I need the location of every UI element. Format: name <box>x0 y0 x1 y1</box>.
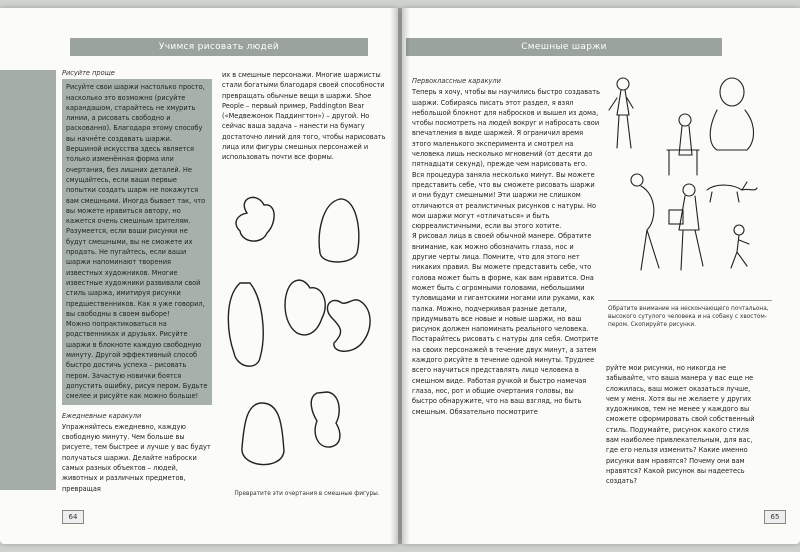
left-mid-paragraph: их в смешные персонажи. Многие шаржисты стали богатыми благодаря своей способности превращать обычные вещи в шаржи. Shoe People – первый пример, Paddington Bear («Медвежонок Паддингтон») – другой. Но сейчас ваша задача – нанести на бумагу достаточно линий для того, чтобы нарисовать лица или фигуры смешных персонажей и использовать почти все формы. <box>222 71 386 162</box>
left-paragraph-1: Рисуйте свои шаржи настолько просто, насколько это возможно (рисуйте карандашом, старайтесь не хмурить линии, а рисовать свободно и раскованно). Благодаря этому способу вы начнёте создавать шаржи. Вершиной искусства здесь является только изменённая форма или очертания, без лишних деталей. Не смущайтесь, если ваши первые попытки создать шарж не покажутся вам смешными. Иногда бывает так, что вы можете нравиться автору, но кажется очень смешным зрителям. <box>66 83 206 226</box>
left-page-header: Учимся рисовать людей <box>70 38 368 56</box>
bent-man-sketch <box>631 174 659 270</box>
bell-shape <box>242 403 284 465</box>
left-sidebar-heading: Рисуйте проще <box>62 69 115 77</box>
left-mid-column <box>222 70 390 163</box>
bean-shape <box>327 300 370 351</box>
book-spine <box>390 8 410 544</box>
postman-sketch <box>669 184 703 270</box>
right-side-column <box>606 363 756 487</box>
right-paragraph-2: Я рисовал лица в своей обычной манере. Обратите внимание, как можно обозначить глаза, нос и другие черты лица. Помните, что для этого нет никаких правил. Вы можете представить себе, что голова может быть в форме, как вам нравится. Она может быть с огромными головами, небольшими туловищами и гигантскими ногами или руками, как палка. Можно, подчеркивая разные детали, придумывать все новые и новые шаржи, но ваш рисунок должен напоминать реального человека. <box>412 232 595 334</box>
left-paragraph-2: Разумеется, если ваши рисунки не будут смешными, вы не сможете их продать. Не пугайтесь, если ваши шаржи напоминают творения известных художников. Многие известные художники развивали свой стиль шаржа, имитируя рисунки предшественников. Как я уже говорил, вы свободны в своем выборе! <box>66 227 205 318</box>
left-page-number: 64 <box>62 510 84 524</box>
right-page-header: Смешные шаржи <box>406 38 722 56</box>
outline-shapes-illustration <box>222 193 387 483</box>
right-page <box>402 8 800 544</box>
right-side-paragraph: руйте мои рисунки, но никогда не забывайте, что ваша манера у вас еще не сложилась, ваш может оказаться лучше, чем у меня. Хотя вы не желаете у других художников, тем не менее у каждого вы сможете сформировать свой собственный стиль. Подумайте, рисунок какого стиля вам наиболее привлекательным, для вас, где его нельзя изменить? Какие именно рисунки вам нравятся? Почему они вам нравятся? Какой рисунок вы надеетесь создать? <box>606 364 755 486</box>
left-text-box <box>62 79 212 404</box>
right-page-number: 65 <box>764 510 786 524</box>
apple-shape <box>285 280 325 335</box>
right-main-column <box>412 76 600 417</box>
left-sub-paragraph: Упражняйтесь ежедневно, каждую свободную минуту. Чем больше вы рисуете, тем быстрее и лучше у вас будут получаться шаржи. Делайте наброски самых разных объектов – людей, животных и различных предметов, превращая <box>62 422 211 493</box>
right-paragraph-3: Постарайтесь рисовать с натуры для себя. Смотрите на своих персонажей в течение двух минут, а затем каждого рисуйте в течение одной минуты. Труднее всего научиться представлять лицо человека в смешном виде. Работая ручкой и быстро намечая глаза, нос, рот и общие очертания головы, вы быстро обнаружите, что на ваш взгляд, но быть смешным. Обязательно посмотрите <box>412 335 599 416</box>
peanut-shape <box>311 392 340 447</box>
left-main-column <box>62 68 212 494</box>
shapes-caption: Превратите эти очертания в смешные фигуры. <box>234 491 380 497</box>
dog-sketch <box>707 182 757 202</box>
figure-caption: Обратите внимание на нескончающего почтальона, высокого сутулого человека и на собаку с хвостом-пером. Скопируйте рисунки. <box>608 300 772 329</box>
right-sub-heading: Первоклассные каракули <box>412 77 501 85</box>
man-on-chair-sketch <box>667 114 699 175</box>
left-sub-heading: Ежедневные каракули <box>62 411 142 420</box>
egg-shape <box>319 199 359 262</box>
child-sketch <box>731 225 749 268</box>
vase-shape <box>228 283 263 366</box>
blob-shape-1 <box>236 197 274 241</box>
bald-man-sketch <box>710 78 753 150</box>
left-page <box>0 8 398 544</box>
caricature-sketches <box>607 70 767 280</box>
left-paragraph-3: Можно попрактиковаться на родственниках и друзьях. Рисуйте шаржи в блокноте каждую свободную минуту. Другой эффективный способ быстро достичь успеха – рисовать пером. Зачастую новички боятся допустить ошибку, рисуя пером. Будьте смелее и рисуйте как можно больше! <box>66 320 208 401</box>
tall-man-sketch <box>609 78 633 148</box>
left-sidebar-strip <box>0 70 56 490</box>
right-paragraph-1: Теперь я хочу, чтобы вы научились быстро создавать шаржи. Собираясь писать этот раздел, я взял небольшой блокнот для набросков и вышел из дома, чтобы посмотреть на людей вокруг и набросать свои впечатления в виде шаржей. Я ограничил время этого маленького эксперимента и смотрел на человека лишь несколько мгновений (от десяти до пятнадцати секунд), прежде чем нарисовать его. Вся процедура заняла несколько минут. Вы можете представить себе, что вы сможете рисовать шаржи и они будут смешными! Эти шаржи не слишком отличаются от реалистичных рисунков с натуры. Но мои шаржи могут «отличаться» и быть сюрреалистичными, если вы этого хотите. <box>412 88 600 231</box>
